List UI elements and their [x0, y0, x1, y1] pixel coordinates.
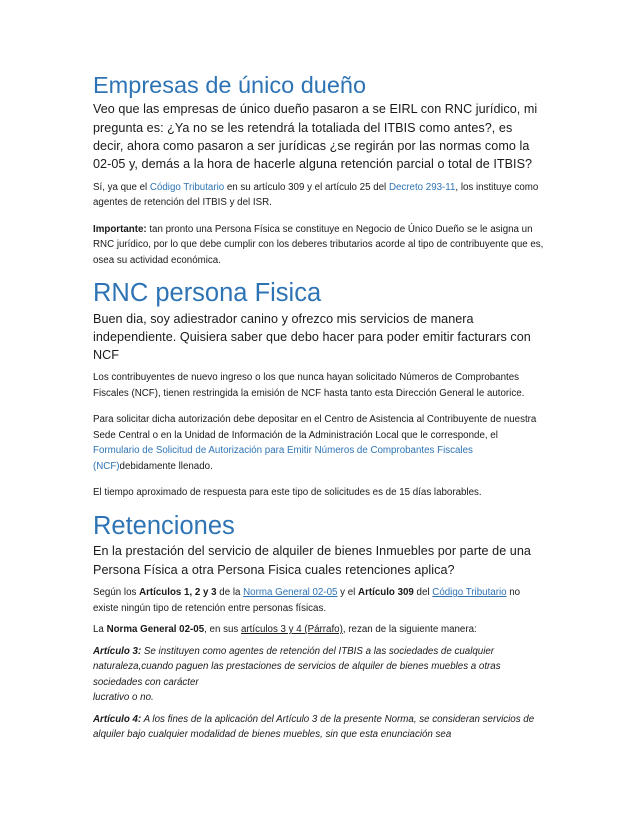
- bold-text: Artículo 309: [358, 587, 414, 599]
- answer-text: Sí, ya que el: [93, 181, 150, 193]
- article-3-paragraph: [93, 644, 545, 706]
- answer-text: en su artículo 309 y el artículo 25 del: [224, 181, 389, 193]
- section-title-empresas: Empresas de único dueño: [93, 72, 367, 98]
- question-text: En la prestación del servicio de alquiler de bienes Inmuebles por parte de una Persona Física a otra Persona Fisica cuales retenciones aplica?: [93, 544, 531, 577]
- answer-text: , los instituye como agentes de retención del ITBIS y del ISR.: [93, 181, 539, 208]
- answer-paragraph: [93, 180, 545, 211]
- answer-paragraph: [93, 585, 545, 616]
- link-decreto-293-11[interactable]: Decreto 293-11: [388, 181, 456, 193]
- answer-text: debidamente llenado.: [119, 460, 213, 472]
- important-note: [93, 222, 545, 269]
- answer-text: no existe ningún tipo de retención entre personas físicas.: [93, 587, 521, 614]
- answer-text: , en sus: [204, 624, 241, 636]
- underlined-reference: artículos 3 y 4 (Párrafo): [240, 624, 343, 636]
- article-4-label: Artículo 4:: [93, 713, 142, 725]
- article-3-text: Se instituyen como agentes de retención del ITBIS a las sociedades de cualquier naturaleza,cuando paguen las prestaciones de servicios de alquiler de bienes muebles a otras sociedades con carácter: [93, 645, 501, 688]
- link-formulario-ncf[interactable]: Formulario de Solicitud de Autorización para Emitir Números de Comprobantes Fiscales (NCF): [93, 445, 473, 472]
- answer-text: y el: [337, 587, 359, 599]
- answer-paragraph: [93, 622, 545, 638]
- answer-paragraph: [93, 412, 545, 474]
- document-page: [93, 70, 545, 743]
- answer-text: de la: [216, 587, 244, 599]
- bold-text: Artículos 1, 2 y 3: [139, 587, 217, 599]
- answer-text: La: [93, 624, 107, 636]
- article-4-text: A los fines de la aplicación del Artículo 3 de la presente Norma, se consideran servicios de alquiler bajo cualquier modalidad de bienes muebles, sin que esta enunciación sea: [93, 713, 535, 741]
- question-text: Veo que las empresas de único dueño pasaron a se EIRL con RNC jurídico, mi pregunta es: ¿Ya no se les retendrá la totaliada del ITBIS como antes?, es decir, ahora como pasaron a ser jurídicas ¿se regirán por las normas como la 02-05 y, demás a la hora de hacerle alguna retención parcial o total de ITBIS?: [93, 102, 538, 172]
- article-4-paragraph: [93, 712, 545, 743]
- important-text: tan pronto una Persona Física se constituye en Negocio de Único Dueño se le asigna un RNC jurídico, por lo que debe cumplir con los deberes tributarios acorde al tipo de contribuyente que es, osea su actividad económica.: [93, 223, 544, 266]
- answer-paragraph: Los contribuyentes de nuevo ingreso o los que nunca hayan solicitado Números de Comprobantes Fiscales (NCF), tienen restringida la emisión de NCF hasta tanto esta Dirección General le autorice.: [93, 372, 525, 399]
- link-norma-general-02-05[interactable]: Norma General 02-05: [243, 587, 338, 599]
- article-3-label: Artículo 3:: [93, 645, 142, 657]
- question-text: Buen dia, soy adiestrador canino y ofrezco mis servicios de manera independiente. Quisiera saber que debo hacer para poder emitir facturars con NCF: [93, 311, 531, 363]
- answer-paragraph: El tiempo aproximado de respuesta para este tipo de solicitudes es de 15 días laborables.: [93, 487, 482, 499]
- section-title-rnc: RNC persona Fisica: [93, 279, 322, 307]
- section-title-retenciones: Retenciones: [93, 511, 235, 540]
- answer-text: Para solicitar dicha autorización debe depositar en el Centro de Asistencia al Contribuyente de nuestra Sede Central o en la Unidad de Información de la Administración Local que le corresponde, el: [93, 414, 537, 441]
- answer-text: , rezan de la siguiente manera:: [342, 624, 477, 636]
- bold-text: Norma General 02-05: [106, 624, 205, 636]
- answer-text: Según los: [93, 587, 140, 599]
- article-3-tail: lucrativo o no.: [93, 692, 154, 704]
- link-codigo-tributario[interactable]: Código Tributario: [149, 181, 225, 193]
- important-label: Importante:: [93, 223, 147, 235]
- answer-text: del: [413, 587, 433, 599]
- link-codigo-tributario[interactable]: Código Tributario: [432, 587, 507, 599]
